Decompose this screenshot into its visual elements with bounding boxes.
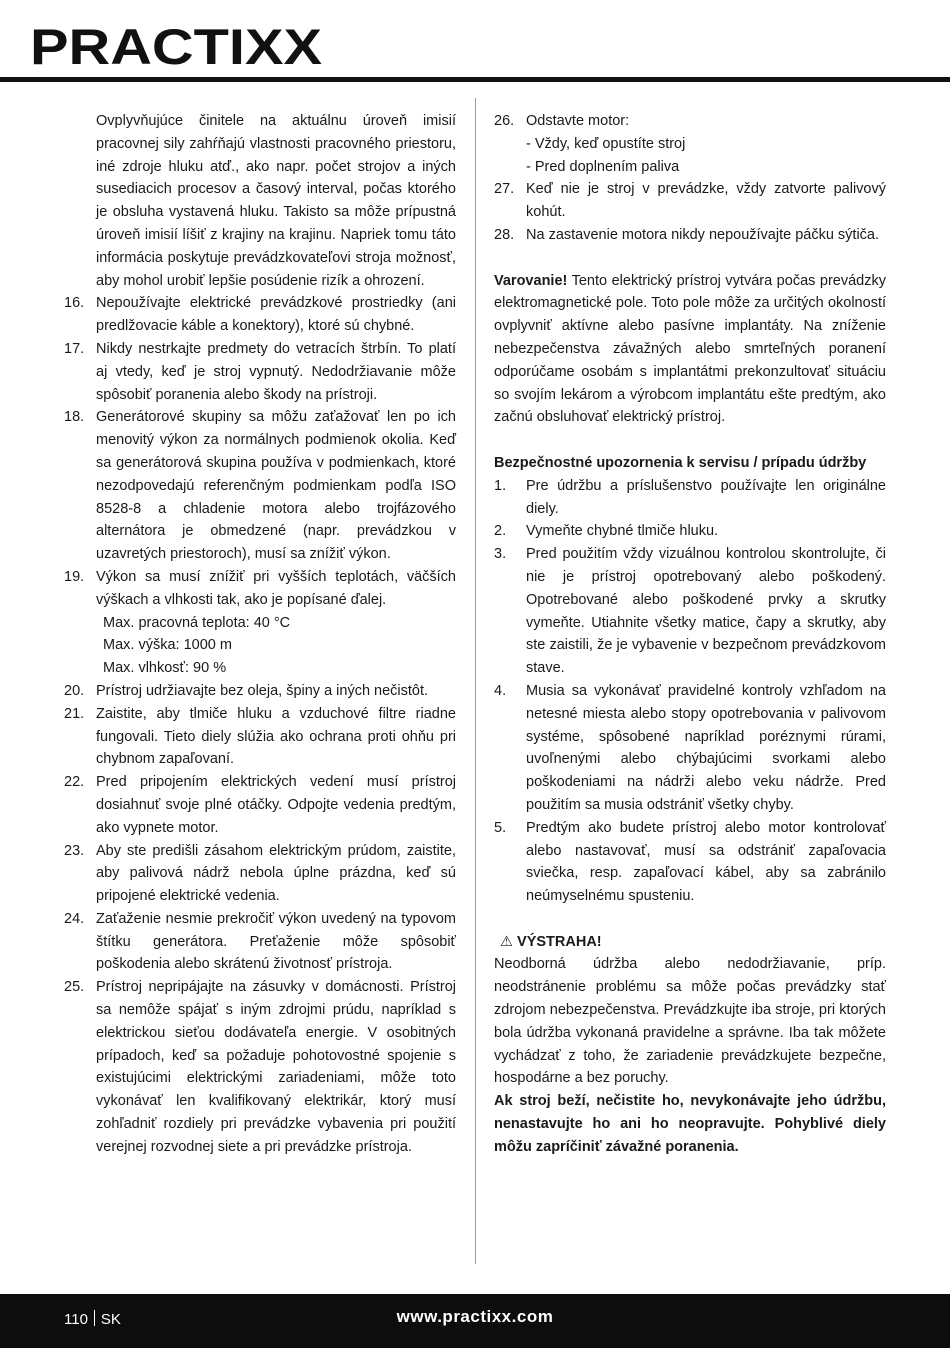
caution-text: Neodborná údržba alebo nedodržiavanie, príp. neodstránenie problému sa môže počas prevádzky stať zdrojom nebezpečenstva. Prevádzkujte iba stroje, pri ktorých bola údržba vykonaná pravidelne a správne. Iba tak môžete vychádzať z toho, že zariadenie prevádzkujete bezpečne, hospodárne a bez poruchy. — [494, 956, 886, 1087]
footer-bar — [0, 1294, 950, 1348]
list-item: 21. Zaistite, aby tlmiče hluku a vzduchové filtre riadne fungovali. Tieto diely slúžia ako ochrana proti ohňu pri chybnom zapaľovaní. — [64, 705, 456, 768]
list-item: 23. Aby ste predišli zásahom elektrickým prúdom, zaistite, aby palivová nádrž nebola úplne prázdna, keď sú pripojené elektrické vedenia. — [64, 842, 456, 905]
warning-text: Tento elektrický prístroj vytvára počas prevádzky elektromagnetické pole. Toto pole môže za určitých okolností ovplyvniť aktívne alebo pasívne implantáty. Na zníženie nebezpečenstva závažných alebo smrteľných poranení odporúčame osobám s implantátmi prekonzultovať situáciu so svojím lekárom a výrobcom implantátu ešte predtým, ako začnú obsluhovať elektrický prístroj. — [494, 272, 886, 426]
sub-item: - Pred doplnením paliva — [526, 158, 680, 175]
practixx-logo — [30, 12, 330, 74]
list-item: 16. Nepoužívajte elektrické prevádzkové prostriedky (ani predlžovacie káble a konektory), ktoré sú chybné. — [64, 295, 456, 335]
list-item: 26. Odstavte motor: — [494, 113, 630, 129]
list-item: 5. Predtým ako budete prístroj alebo motor kontrolovať alebo nastavovať, musí sa odstrániť zapaľovacia sviečka, resp. zapaľovací kábel, aby sa zabránilo neúmyselnému spusteniu. — [494, 819, 886, 905]
list-item: 20. Prístroj udržiavajte bez oleja, špiny a iných nečistôt. — [64, 682, 429, 699]
intro-paragraph: Ovplyvňujúce činitele na aktuálnu úroveň imisií pracovnej sily zahŕňajú vlastnosti pracovného priestoru, iné zdroje hluku atď., ako napr. počet strojov a iných susediacich procesov a časový interval, počas ktorého je obsluha vystavená hluku. Takisto sa môže prípustná úroveň imisií líšiť z krajiny na krajinu. Napriek tomu táto informácia poskytuje prevádzkovateľovi stroja možnosť, aby mohol urobiť lepšie posúdenie rizík a ohrození. — [96, 113, 456, 289]
sub-item: - Vždy, keď opustíte stroj — [526, 135, 686, 152]
list-item: 18. Generátorové skupiny sa môžu zaťažovať len po ich menovitý výkon za normálnych podmienok okolia. Keď sa generátorová skupina používa v podmienkach, ktoré nezodpovedajú referenčným podmienkam podľa ISO 8528-8 a chladenie motora alebo trojfázového alternátora je obmedzené (napr. prevádzkou v uzavretých priestoroch), musí sa znížiť výkon. — [64, 409, 456, 563]
left-column — [64, 110, 456, 1159]
list-item: 27. Keď nie je stroj v prevádzke, vždy zatvorte palivový kohút. — [494, 181, 886, 221]
website-link[interactable]: www.practixx.com — [396, 1307, 554, 1326]
spec-line: Max. vlhkosť: 90 % — [103, 660, 227, 677]
caution-bold-text: Ak stroj beží, nečistite ho, nevykonávajte jeho údržbu, nenastavujte ho ani ho neopravujte. Pohyblivé diely môžu zapríčiniť závažné poranenia. — [494, 1093, 886, 1155]
list-item: 28. Na zastavenie motora nikdy nepoužívajte páčku sýtiča. — [494, 226, 880, 243]
list-item: 24. Zaťaženie nesmie prekročiť výkon uvedený na typovom štítku generátora. Preťaženie môže spôsobiť poškodenia alebo skrátenú životnosť prístroja. — [64, 910, 456, 973]
right-column — [494, 110, 886, 1159]
list-item: 4. Musia sa vykonávať pravidelné kontroly vzhľadom na netesné miesta alebo stopy opotrebovania v palivovom systéme, spôsobené napríklad poréznymi rúrami, uvoľnenými alebo chýbajúcimi svorkami alebo poškodeniami na nádrži alebo veku nádrže. Pred použitím sa musia odstrániť všetky chyby. — [494, 682, 886, 813]
caution-title: ⚠ VÝSTRAHA! — [500, 933, 602, 950]
warning-label: Varovanie! — [494, 272, 568, 289]
header-rule — [0, 77, 950, 82]
warning-paragraph — [494, 270, 886, 430]
spec-line: Max. výška: 1000 m — [103, 637, 232, 654]
spec-line: Max. pracovná teplota: 40 °C — [103, 614, 291, 631]
list-item: 3. Pred použitím vždy vizuálnou kontrolou skontrolujte, či nie je prístroj opotrebovaný alebo poškodený. Opotrebované alebo poškodené prvky a skrutky vymeňte. Utiahnite všetky matice, čapy a skrutky, aby ste zaistili, že je vybavenie v bezpečnom prevádzkovom stave. — [494, 546, 886, 677]
list-item: 22. Pred pripojením elektrických vedení musí prístroj dosiahnuť svoje plné otáčky. Odpojte vedenia predtým, ako vypnete motor. — [64, 774, 456, 836]
list-item: 1. Pre údržbu a príslušenstvo používajte len originálne diely. — [494, 477, 886, 517]
page-number: 110 SK — [64, 1311, 121, 1328]
service-heading: Bezpečnostné upozornenia k servisu / prípadu údržby — [494, 454, 867, 471]
logo-text: PRACTIXX — [30, 19, 322, 74]
list-item: 2. Vymeňte chybné tlmiče hluku. — [494, 523, 719, 540]
list-item: 25. Prístroj nepripájajte na zásuvky v domácnosti. Prístroj sa nemôže spájať s iným zdrojmi prúdu, napríklad s elektrickou sieťou dodávateľa energie. V osobitných prípadoch, keď sa požaduje pohotovostné spojenie s existujúcimi elektrickými zariadeniami, môže toto vykonávať len kvalifikovaný elektrikár, ktorý musí zohľadniť rozdiely pri prevádzke vybavenia pri použití verejnej rozvodnej siete a pri prevádzke prístroja. — [64, 979, 456, 1155]
list-item: 17. Nikdy nestrkajte predmety do vetracích štrbín. To platí aj vtedy, keď je stroj vypnutý. Nedodržiavanie môže spôsobiť poranenia alebo škody na prístroji. — [64, 340, 456, 403]
list-item: 19. Výkon sa musí znížiť pri vyšších teplotách, väčších výškach a vlhkosti tak, ako je popísané ďalej. — [64, 568, 456, 608]
column-divider — [475, 98, 476, 1264]
